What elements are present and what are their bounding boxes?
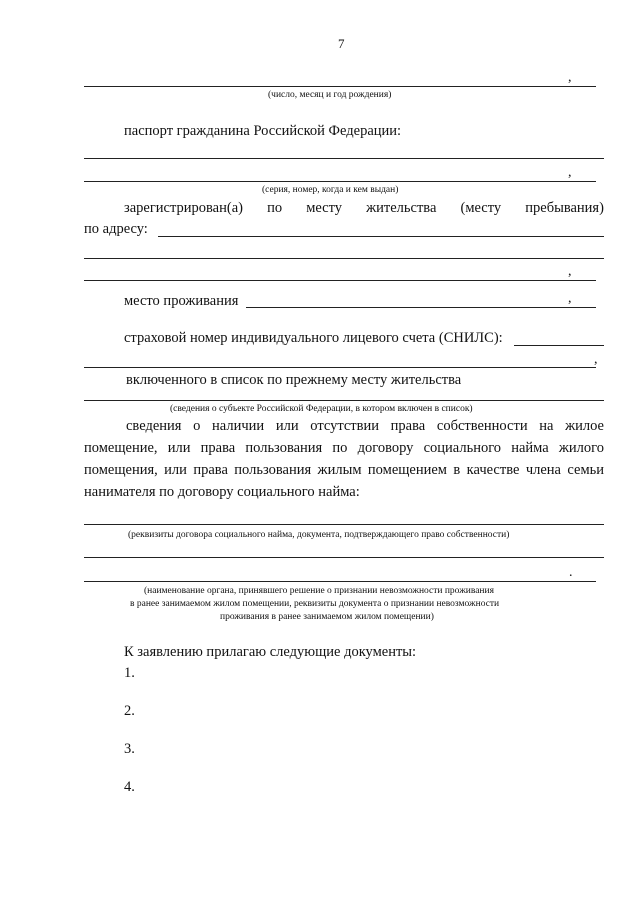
residence-label: место проживания	[124, 293, 239, 309]
attachment-item: 4.	[124, 779, 135, 795]
region-caption: (сведения о субъекте Российской Федерации, в котором включен в список)	[170, 404, 473, 414]
page-number: 7	[338, 36, 345, 51]
attachment-item: 3.	[124, 741, 135, 757]
passport-line-1	[84, 158, 604, 159]
residence-line	[246, 307, 596, 308]
address-line-1	[158, 236, 604, 237]
snils-label: страховой номер индивидуального лицевого счета (СНИЛС):	[124, 330, 503, 346]
address-line-3	[84, 280, 596, 281]
comma: ,	[568, 70, 572, 85]
snils-line-2	[84, 367, 596, 368]
region-line	[84, 400, 604, 401]
address-line-2	[84, 258, 604, 259]
ownership-line-4: нанимателя по договору социального найма:	[84, 484, 360, 500]
registered-word: зарегистрирован(а)	[124, 200, 243, 216]
birth-date-caption: (число, месяц и год рождения)	[268, 90, 392, 100]
registered-word: месту	[306, 200, 343, 216]
comma: ,	[568, 264, 572, 279]
authority-caption-1: (наименование органа, принявшего решение о признании невозможности проживания	[144, 586, 494, 596]
comma: ,	[568, 291, 572, 306]
registered-word: жительства	[366, 200, 437, 216]
passport-line-2	[84, 181, 596, 182]
contract-caption: (реквизиты договора социального найма, документа, подтверждающего право собственности)	[128, 530, 510, 540]
snils-line-1	[514, 345, 604, 346]
registered-word: пребывания)	[525, 200, 604, 216]
ownership-line-1: сведения о наличии или отсутствии права собственности на жилое	[126, 418, 604, 434]
comma: ,	[594, 352, 598, 367]
registered-word: (месту	[460, 200, 502, 216]
period: .	[569, 565, 573, 580]
included-label: включенного в список по прежнему месту жительства	[126, 372, 462, 388]
attachment-item: 1.	[124, 665, 135, 681]
comma: ,	[568, 165, 572, 180]
ownership-line-3: помещения, или права пользования жилым помещением в качестве члена семьи	[84, 462, 604, 478]
authority-caption-3: проживания в ранее занимаемом жилом помещении)	[220, 612, 434, 622]
passport-caption: (серия, номер, когда и кем выдан)	[262, 185, 399, 195]
authority-line-1	[84, 557, 604, 558]
birth-date-line	[84, 86, 596, 87]
authority-line-2	[84, 581, 596, 582]
authority-caption-2: в ранее занимаемом жилом помещении, реквизиты документа о признании невозможности	[130, 599, 500, 609]
registered-line	[124, 200, 604, 217]
attachment-item: 2.	[124, 703, 135, 719]
ownership-line-2: помещение, или права пользования по договору социального найма жилого	[84, 440, 604, 456]
passport-label: паспорт гражданина Российской Федерации:	[124, 123, 402, 139]
attachments-heading: К заявлению прилагаю следующие документы:	[124, 644, 417, 660]
registered-word: по	[267, 200, 283, 216]
contract-line	[84, 524, 604, 525]
address-label: по адресу:	[84, 221, 148, 237]
